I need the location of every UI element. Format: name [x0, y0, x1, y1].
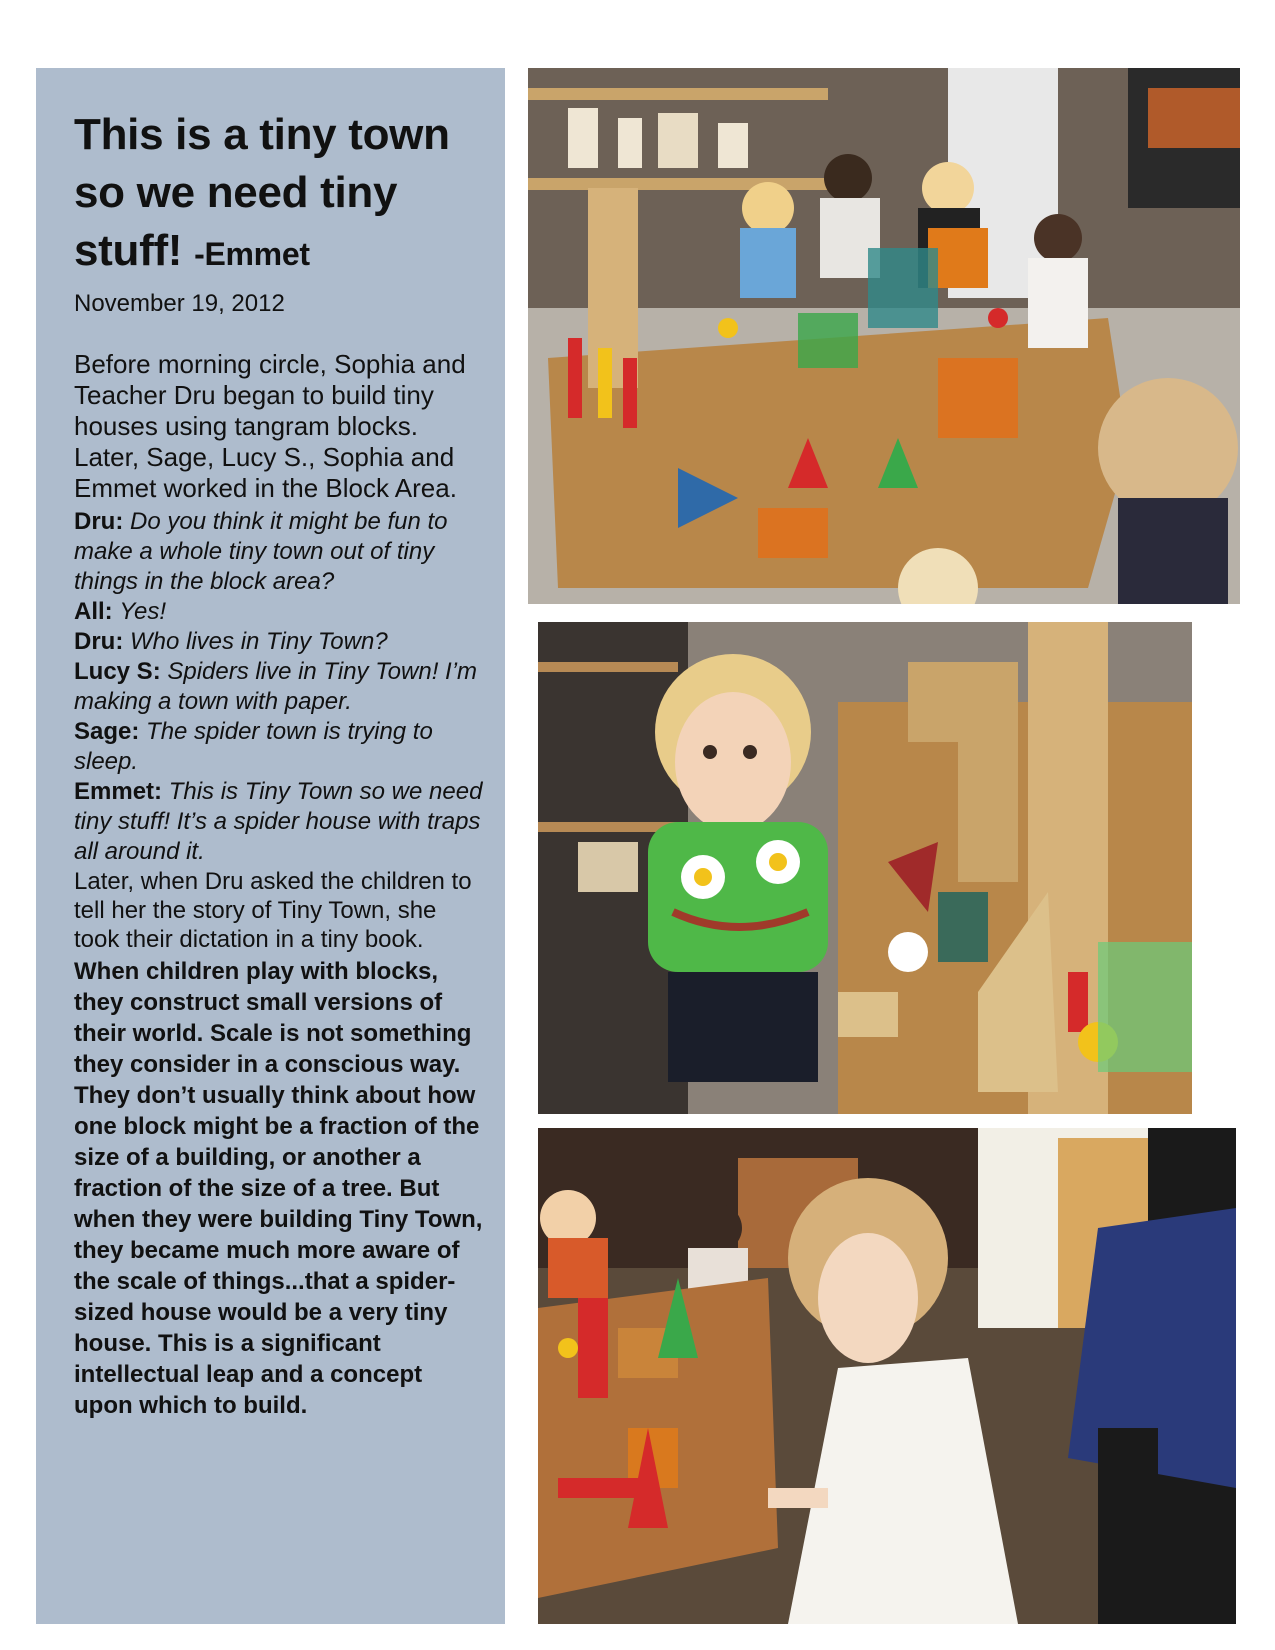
photo-girl-at-block-table [538, 1128, 1236, 1624]
title-quote: This is a tiny town so we need tiny stuff! [74, 110, 450, 275]
utterance: This is Tiny Town so we need tiny stuff! It’s a spider house with traps all around it. [74, 778, 483, 865]
photo-children-building-tiny-town [528, 68, 1240, 604]
utterance: The spider town is trying to sleep. [74, 718, 433, 775]
utterance: Yes! [119, 598, 167, 625]
speaker: Emmet: [74, 778, 163, 805]
dialogue-line [74, 597, 486, 627]
dialogue-line [74, 657, 486, 717]
speaker: Sage: [74, 718, 140, 745]
photo-boy-in-block-area [538, 622, 1192, 1114]
page-title [74, 106, 486, 283]
sidebar-content [74, 106, 486, 1421]
photo-illustration [528, 68, 1240, 604]
date: November 19, 2012 [74, 290, 285, 317]
dialogue [74, 507, 486, 867]
dialogue-line [74, 627, 486, 657]
utterance: Spiders live in Tiny Town! I’m making a town with paper. [74, 658, 478, 715]
intro-paragraph: Before morning circle, Sophia and Teacher Dru began to build tiny houses using tangram blocks. Later, Sage, Lucy S., Sophia and Emmet worked in the Block Area. [74, 349, 466, 503]
text-sidebar [36, 68, 505, 1624]
speaker: Dru: [74, 508, 124, 535]
utterance: Who lives in Tiny Town? [130, 628, 388, 655]
utterance: Do you think it might be fun to make a whole tiny town out of tiny things in the block area? [74, 508, 448, 595]
speaker: All: [74, 598, 113, 625]
photo-illustration [538, 622, 1192, 1114]
speaker: Lucy S: [74, 658, 161, 685]
photo-illustration [538, 1128, 1236, 1624]
title-author: -Emmet [194, 236, 310, 272]
dialogue-line [74, 507, 486, 597]
dialogue-line [74, 717, 486, 777]
speaker: Dru: [74, 628, 124, 655]
dialogue-line [74, 777, 486, 867]
reflection-paragraph: When children play with blocks, they construct small versions of their world. Scale is not something they consider in a conscious way. They don’t usually think about how one block might be a fraction of the size of a building, or another a fraction of the size of a tree. But when they were building Tiny Town, they became much more aware of the scale of things...that a spider-sized house would be a very tiny house. This is a significant intellectual leap and a concept upon which to build. [74, 958, 483, 1419]
later-paragraph: Later, when Dru asked the children to tell her the story of Tiny Town, she took their dictation in a tiny book. [74, 868, 472, 953]
